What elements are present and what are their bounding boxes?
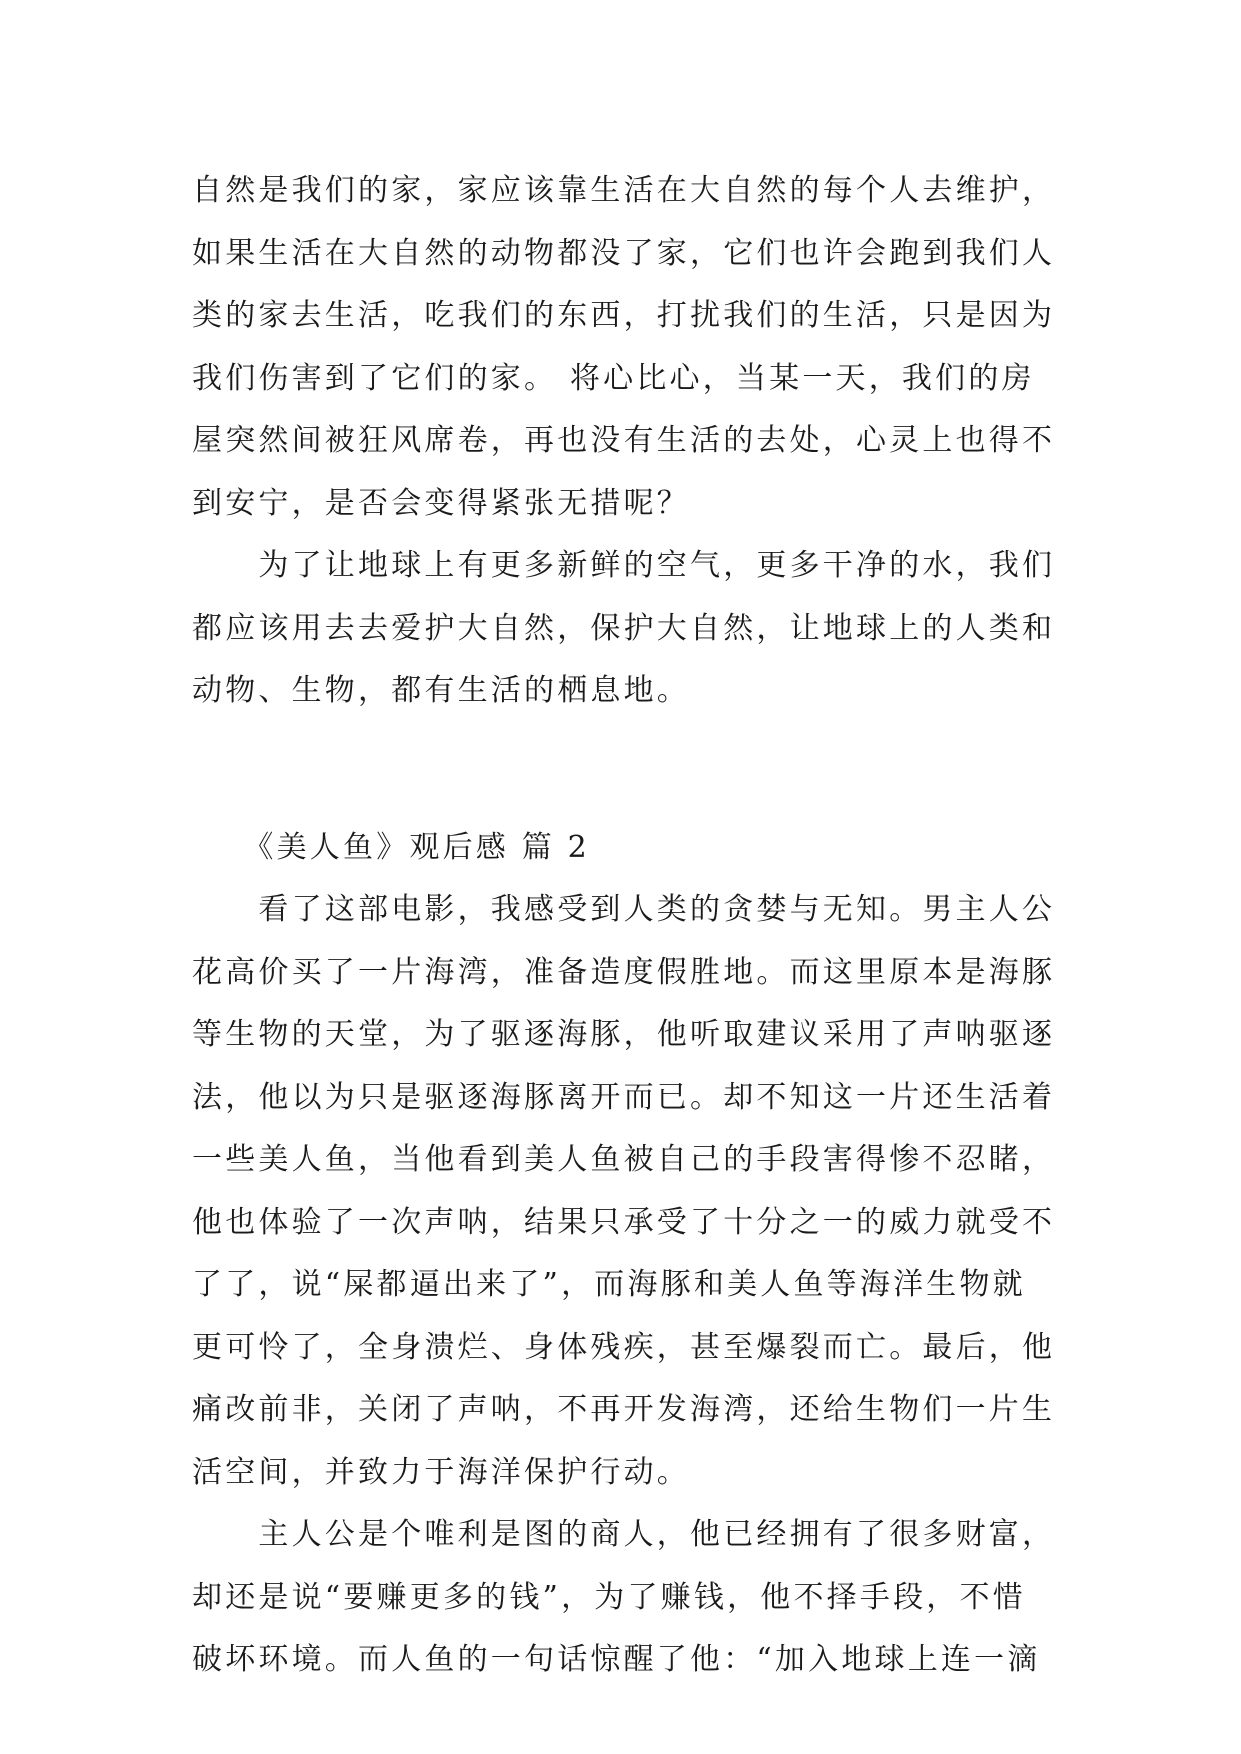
document-body — [192, 160, 1072, 1692]
paragraph — [192, 160, 1072, 535]
paragraph — [192, 1504, 1072, 1692]
text-line: 破坏环境。而人鱼的一句话惊醒了他：“加入地球上连一滴 — [192, 1642, 1041, 1677]
text-line: 屋突然间被狂风席卷，再也没有生活的去处，心灵上也得不 — [192, 423, 1056, 458]
text-line: 看了这部电影，我感受到人类的贪婪与无知。男主人公 — [192, 892, 1056, 927]
text-line: 痛改前非，关闭了声呐，不再开发海湾，还给生物们一片生 — [192, 1392, 1056, 1427]
paragraph — [192, 535, 1072, 723]
text-line: 如果生活在大自然的动物都没了家，它们也许会跑到我们人 — [192, 235, 1056, 271]
text-line: 却还是说“要赚更多的钱”，为了赚钱，他不择手段，不惜 — [192, 1579, 1026, 1615]
text-line: 动物、生物，都有生活的栖息地。 — [192, 673, 690, 708]
text-line: 主人公是个唯利是图的商人，他已经拥有了很多财富， — [192, 1517, 1056, 1552]
text-line: 法，他以为只是驱逐海豚离开而已。却不知这一片还生活着 — [192, 1079, 1056, 1115]
text-line: 活空间，并致力于海洋保护行动。 — [192, 1454, 690, 1490]
text-line: 一些美人鱼，当他看到美人鱼被自己的手段害得惨不忍睹， — [192, 1142, 1056, 1177]
section-spacer — [192, 723, 1072, 817]
section-heading: 《美人鱼》观后感 篇 2 — [192, 829, 590, 865]
text-line: 花高价买了一片海湾，准备造度假胜地。而这里原本是海豚 — [192, 954, 1056, 990]
text-line: 更可怜了，全身溃烂、身体残疾，甚至爆裂而亡。最后，他 — [192, 1329, 1056, 1365]
text-line: 都应该用去去爱护大自然，保护大自然，让地球上的人类和 — [192, 610, 1056, 646]
text-line: 我们伤害到了它们的家。 将心比心，当某一天，我们的房 — [192, 360, 1035, 396]
text-line: 自然是我们的家，家应该靠生活在大自然的每个人去维护， — [192, 173, 1056, 208]
text-line: 类的家去生活，吃我们的东西，打扰我们的生活，只是因为 — [192, 298, 1056, 333]
text-line: 他也体验了一次声呐，结果只承受了十分之一的威力就受不 — [192, 1204, 1056, 1240]
text-line: 等生物的天堂，为了驱逐海豚，他听取建议采用了声呐驱逐 — [192, 1017, 1056, 1052]
paragraph — [192, 879, 1072, 1504]
text-line: 到安宁，是否会变得紧张无措呢？ — [192, 485, 690, 521]
text-line: 为了让地球上有更多新鲜的空气，更多干净的水，我们 — [192, 548, 1056, 583]
text-line: 了了，说“屎都逼出来了”，而海豚和美人鱼等海洋生物就 — [192, 1267, 1026, 1302]
